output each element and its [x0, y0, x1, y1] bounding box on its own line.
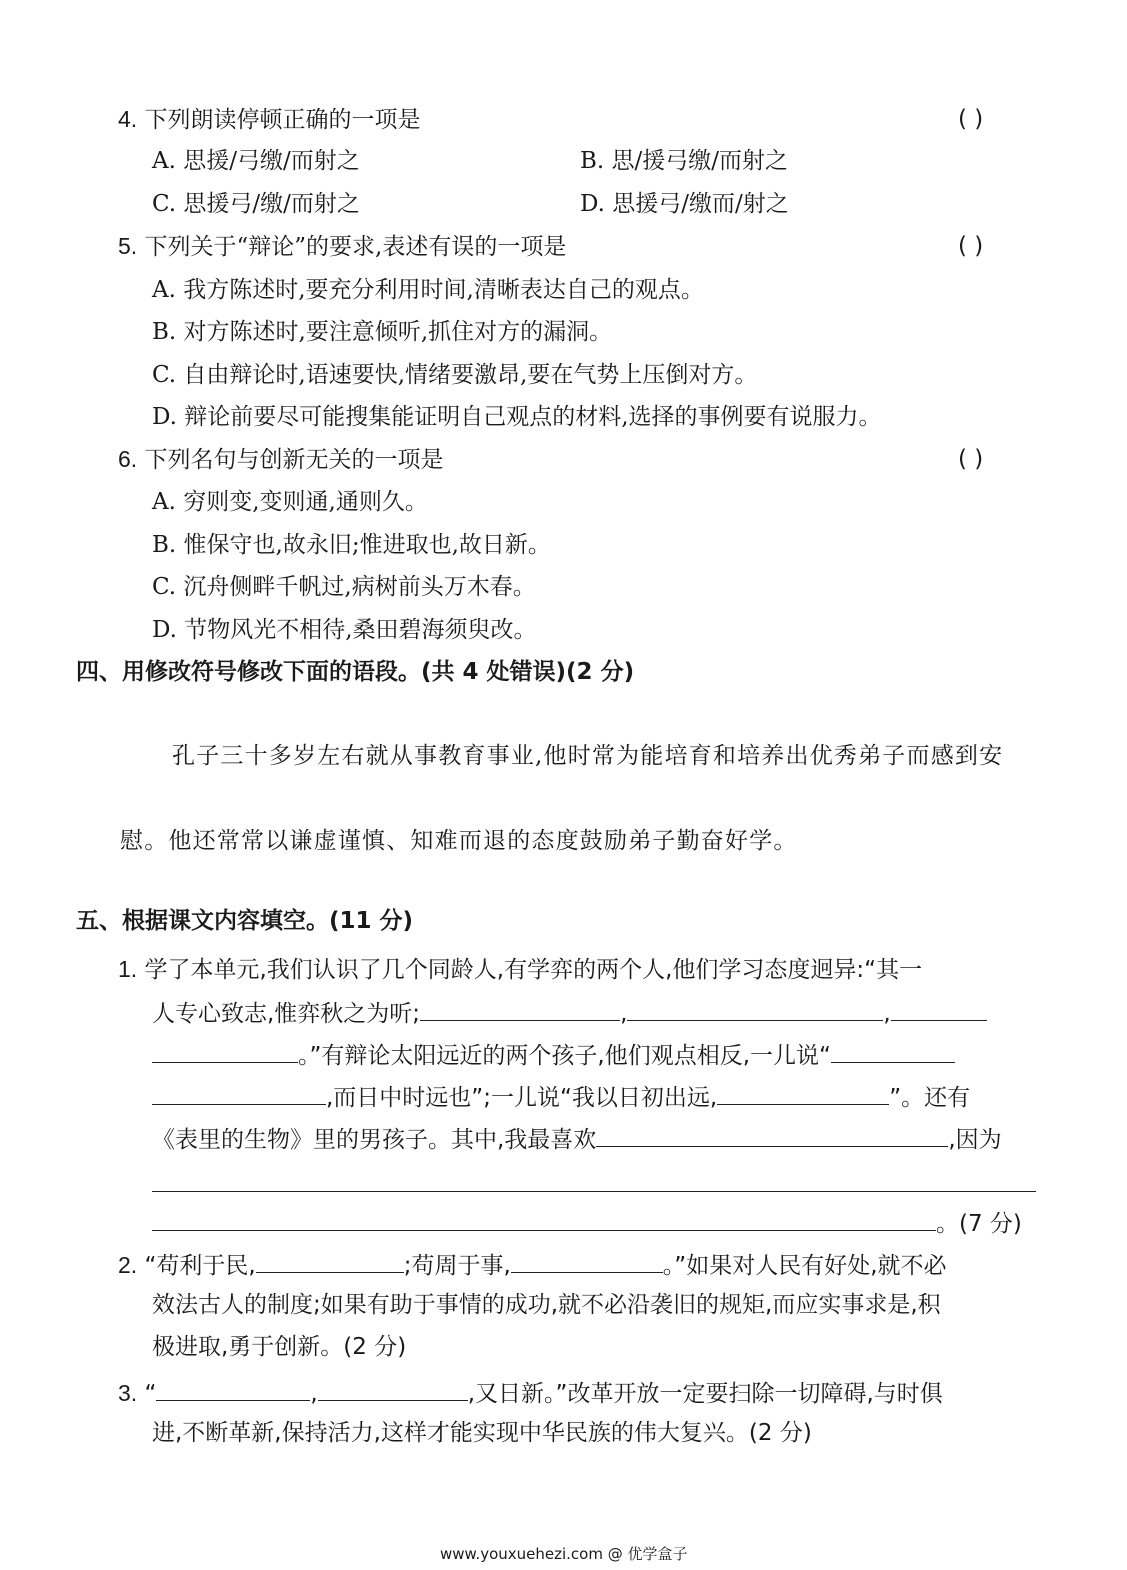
fill-question-2-line-1	[118, 1248, 947, 1281]
fill-question-3-line-1	[118, 1376, 943, 1409]
fill-question-1-line-5	[152, 1122, 1002, 1155]
question-number: 1.	[118, 956, 138, 982]
question-text: ”。还有	[889, 1085, 971, 1111]
answer-blank[interactable]	[156, 1376, 310, 1401]
passage-line-2: 慰。他还常常以谦虚谨慎、知难而退的态度鼓励弟子勤奋好学。	[120, 828, 798, 854]
option-b[interactable]: B. 思/援弓缴/而射之	[580, 148, 789, 174]
question-number: 4.	[118, 106, 138, 132]
answer-blank[interactable]	[152, 1038, 298, 1063]
question-text: 。”有辩论太阳远近的两个孩子,他们观点相反,一儿说“	[298, 1043, 831, 1069]
answer-blank[interactable]	[717, 1080, 889, 1105]
question-text: ,因为	[948, 1127, 1002, 1153]
option-d[interactable]: D. 辩论前要尽可能搜集能证明自己观点的材料,选择的事例要有说服力。	[152, 404, 882, 430]
fill-question-1-line-3	[152, 1038, 955, 1071]
answer-blank[interactable]	[511, 1248, 663, 1273]
question-text: 下列关于“辩论”的要求,表述有误的一项是	[144, 234, 567, 260]
option-b[interactable]: B. 对方陈述时,要注意倾听,抓住对方的漏洞。	[152, 319, 613, 345]
question-6-stem	[118, 444, 444, 475]
answer-blank[interactable]	[420, 996, 620, 1021]
fill-question-2-line-2: 效法古人的制度;如果有助于事情的成功,就不必沿袭旧的规矩,而应实事求是,积	[152, 1292, 941, 1318]
option-a[interactable]: A. 思援/弓缴/而射之	[152, 148, 360, 174]
answer-paren[interactable]: ( )	[958, 446, 984, 472]
fill-question-3-line-2: 进,不断革新,保持活力,这样才能实现中华民族的伟大复兴。(2 分)	[152, 1420, 812, 1446]
punctuation: ,	[620, 1001, 628, 1027]
question-number: 3.	[118, 1380, 138, 1406]
question-text: 。”如果对人民有好处,就不必	[662, 1253, 947, 1279]
option-d[interactable]: D. 思援弓/缴而/射之	[580, 191, 789, 217]
answer-paren[interactable]: ( )	[958, 233, 984, 259]
option-c[interactable]: C. 沉舟侧畔千帆过,病树前头万木春。	[152, 574, 536, 600]
fill-question-1-line-4	[152, 1080, 970, 1113]
answer-blank[interactable]	[627, 996, 883, 1021]
answer-blank[interactable]	[891, 996, 987, 1021]
question-number: 6.	[118, 446, 138, 472]
answer-paren[interactable]: ( )	[958, 106, 984, 132]
answer-blank[interactable]	[152, 1080, 326, 1105]
question-text: 人专心致志,惟弈秋之为听;	[152, 1001, 421, 1027]
section-4-title: 四、用修改符号修改下面的语段。(共 4 处错误)(2 分)	[76, 659, 635, 685]
question-5-stem	[118, 231, 566, 262]
question-text: 学了本单元,我们认识了几个同龄人,有学弈的两个人,他们学习态度迥异:“其一	[144, 957, 923, 983]
question-4-stem	[118, 104, 421, 135]
option-b[interactable]: B. 惟保守也,故永旧;惟进取也,故日新。	[152, 532, 551, 558]
question-text: 下列朗读停顿正确的一项是	[144, 107, 421, 133]
footer-watermark: www.youxuehezi.com @ 优学盒子	[440, 1545, 688, 1563]
option-c[interactable]: C. 自由辩论时,语速要快,情绪要激昂,要在气势上压倒对方。	[152, 362, 758, 388]
question-text: 下列名句与创新无关的一项是	[144, 447, 444, 473]
question-number: 2.	[118, 1252, 138, 1278]
answer-blank[interactable]	[831, 1038, 955, 1063]
question-text: ,又日新。”改革开放一定要扫除一切障碍,与时俱	[467, 1381, 943, 1407]
answer-blank[interactable]	[256, 1248, 404, 1273]
fill-question-1-line-2	[152, 996, 987, 1029]
question-text: ;苟周于事,	[403, 1253, 511, 1279]
option-c[interactable]: C. 思援弓/缴/而射之	[152, 191, 360, 217]
option-d[interactable]: D. 节物风光不相待,桑田碧海须臾改。	[152, 617, 537, 643]
fill-question-2-line-3: 极进取,勇于创新。(2 分)	[152, 1334, 407, 1360]
answer-blank[interactable]	[318, 1376, 468, 1401]
punctuation: ,	[310, 1381, 318, 1407]
passage-line-1: 孔子三十多岁左右就从事教育事业,他时常为能培育和培养出优秀弟子而感到安	[172, 743, 1004, 769]
option-a[interactable]: A. 我方陈述时,要充分利用时间,清晰表达自己的观点。	[152, 277, 704, 303]
question-text: ,而日中时远也”;一儿说“我以日初出远,	[326, 1085, 718, 1111]
question-number: 5.	[118, 233, 138, 259]
question-text: 《表里的生物》里的男孩子。其中,我最喜欢	[152, 1127, 597, 1153]
punctuation: ,	[883, 1001, 891, 1027]
answer-line[interactable]	[152, 1191, 1036, 1192]
fill-question-1-line-7	[152, 1206, 1022, 1239]
answer-blank[interactable]	[596, 1122, 948, 1147]
punctuation: “	[144, 1381, 157, 1407]
answer-blank[interactable]	[152, 1206, 936, 1231]
option-a[interactable]: A. 穷则变,变则通,通则久。	[152, 489, 428, 515]
score-note: 。(7 分)	[936, 1211, 1022, 1237]
section-5-title: 五、根据课文内容填空。(11 分)	[76, 908, 414, 934]
question-text: “苟利于民,	[144, 1253, 256, 1279]
fill-question-1-line-1	[118, 954, 922, 985]
